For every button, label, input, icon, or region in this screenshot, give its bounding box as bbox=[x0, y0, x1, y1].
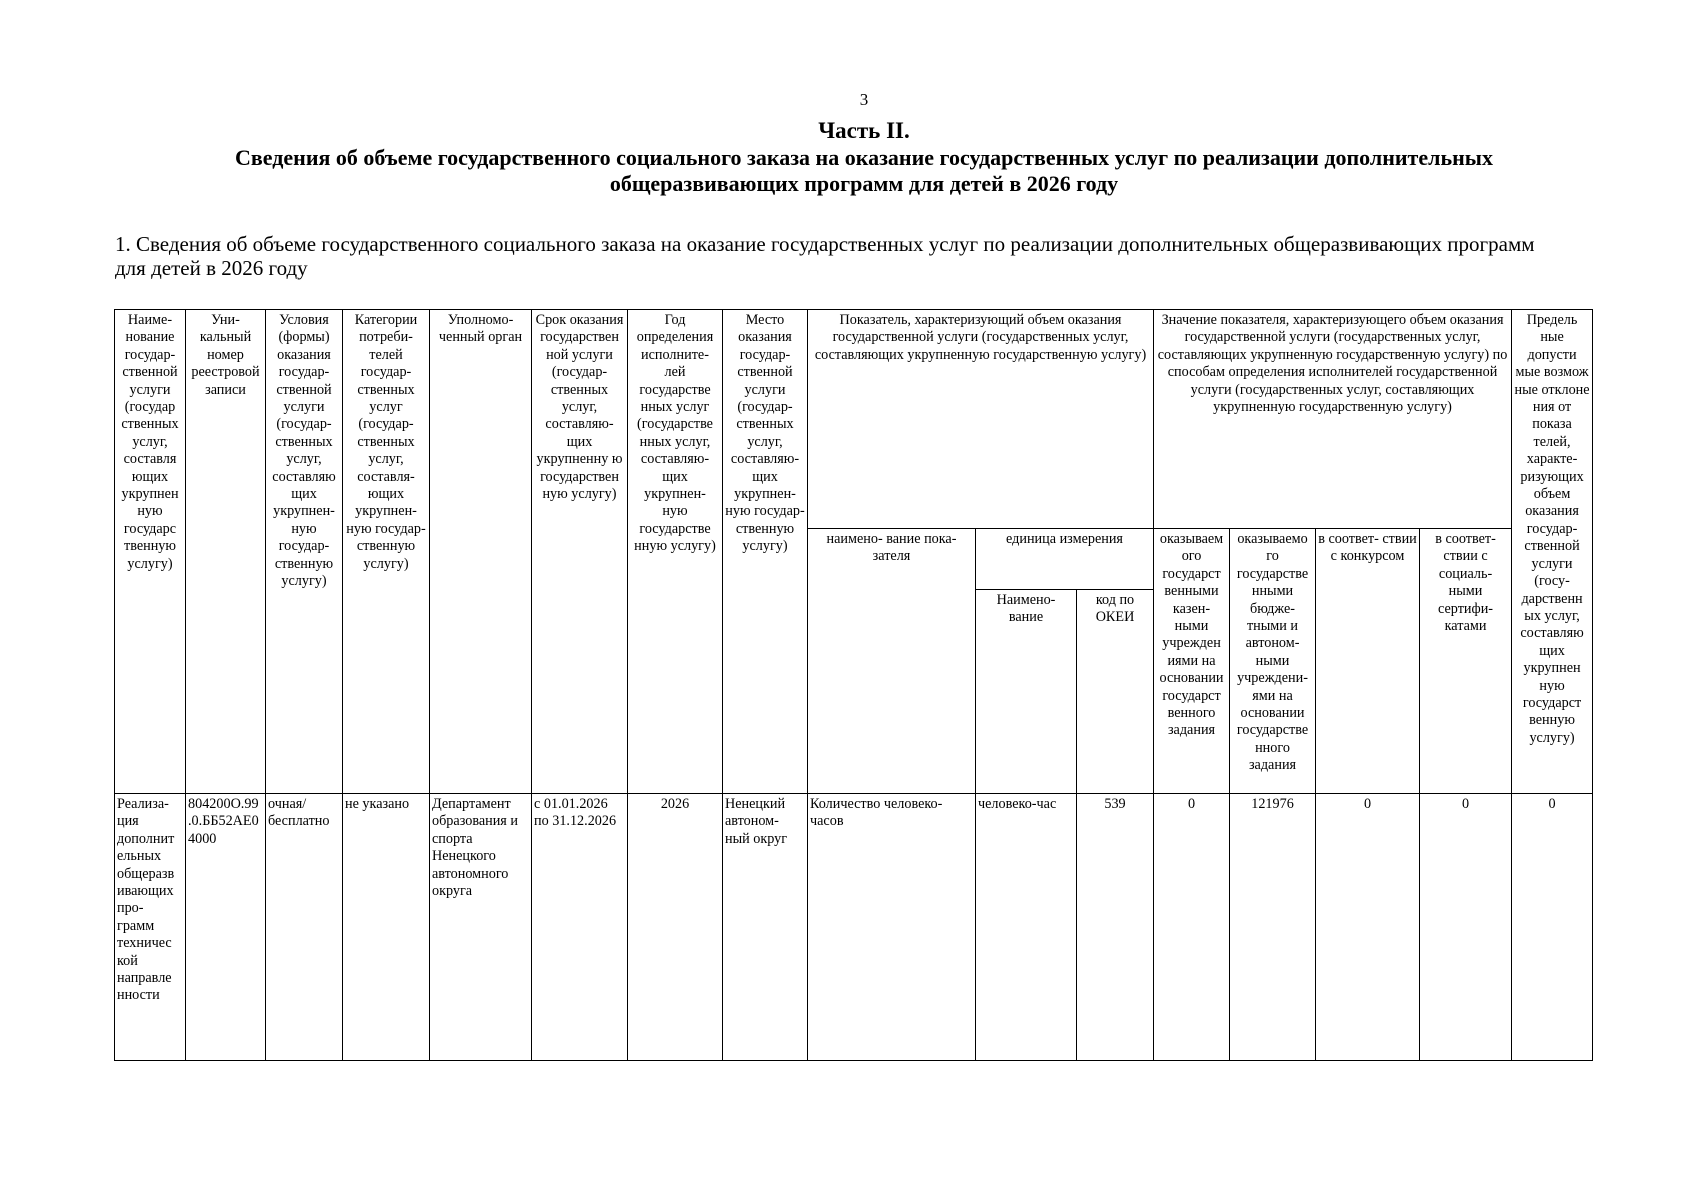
cell-unit-code: 539 bbox=[1077, 794, 1154, 1061]
header-row bbox=[115, 310, 1593, 529]
header-authority: Уполномо- ченный орган bbox=[430, 310, 532, 794]
header-unit-name: Наимено- вание bbox=[976, 590, 1077, 794]
section-title: 1. Сведения об объеме государственного социального заказа на оказание государственных услуг по реализации дополнительных общеразвивающих программ для детей в 2026 году bbox=[115, 232, 1535, 280]
header-value-budget: оказываемо го государстве нными бюдже- тными и автоном- ными учреждени- ями на основании государстве нного задания bbox=[1230, 529, 1316, 794]
cell-value-kazennye: 0 bbox=[1154, 794, 1230, 1061]
part-title: Часть II. bbox=[818, 118, 910, 143]
header-value-certificates: в соответ- ствии с социаль- ными сертифи- катами bbox=[1420, 529, 1512, 794]
cell-term: с 01.01.2026 по 31.12.2026 bbox=[532, 794, 628, 1061]
cell-authority: Департамент образования и спорта Ненецкого автономного округа bbox=[430, 794, 532, 1061]
table-row bbox=[115, 794, 1593, 1061]
cell-indicator-name: Количество человеко- часов bbox=[808, 794, 976, 1061]
cell-place: Ненецкий автоном- ный округ bbox=[723, 794, 808, 1061]
page-number: 3 bbox=[859, 90, 869, 109]
header-categories: Категории потреби- телей государ- ственных услуг (государ- ственных услуг, составля- ющих укрупнен- ную государ- ственную услугу) bbox=[343, 310, 430, 794]
header-conditions: Условия (формы) оказания государ- ственной услуги (государ- ственных услуг, составляю щих укрупнен- ную государ- ственную услугу) bbox=[266, 310, 343, 794]
service-volume-table bbox=[114, 309, 1593, 1061]
header-place: Место оказания государ- ственной услуги (государ- ственных услуг, составляю- щих укрупнен- ную государ- ственную услугу) bbox=[723, 310, 808, 794]
cell-categories: не указано bbox=[343, 794, 430, 1061]
cell-conditions: очная/ бесплатно bbox=[266, 794, 343, 1061]
header-registry: Уни- кальный номер реестровой записи bbox=[186, 310, 266, 794]
header-year: Год определения исполните- лей государстве нных услуг (государстве нных услуг, составляю- щих укрупнен- ную государстве нную услугу) bbox=[628, 310, 723, 794]
header-value-kazennye: оказываем ого государст венными казен- ными учрежден иями на основании государст венного задания bbox=[1154, 529, 1230, 794]
cell-value-certificates: 0 bbox=[1420, 794, 1512, 1061]
header-name: Наиме- нование государ- ственной услуги (государ ственных услуг, составля ющих укрупнен ную государс твенную услугу) bbox=[115, 310, 186, 794]
header-indicator-name: наимено- вание пока- зателя bbox=[808, 529, 976, 794]
cell-year: 2026 bbox=[628, 794, 723, 1061]
header-value-competition: в соответ- ствии с конкурсом bbox=[1316, 529, 1420, 794]
cell-value-competition: 0 bbox=[1316, 794, 1420, 1061]
header-deviation: Предель ные допусти мые возмож ные отклоне ния от показа телей, характе- ризующих объем оказания государ- ственной услуги (госу- дарственн ых услуг, составляю щих укрупнен ную государст венную услугу) bbox=[1512, 310, 1593, 794]
cell-registry: 804200О.99 .0.ББ52АЕ0 4000 bbox=[186, 794, 266, 1061]
cell-unit-name: человеко-час bbox=[976, 794, 1077, 1061]
cell-value-budget: 121976 bbox=[1230, 794, 1316, 1061]
header-unit-group: единица измерения bbox=[976, 529, 1154, 590]
header-indicator-group: Показатель, характеризующий объем оказания государственной услуги (государственных услуг, составляющих укрупненную государственную услугу) bbox=[808, 310, 1154, 529]
header-term: Срок оказания государствен ной услуги (государ- ственных услуг, составляю- щих укрупненну ю государствен ную услугу) bbox=[532, 310, 628, 794]
header-value-group: Значение показателя, характеризующего объем оказания государственной услуги (государственных услуг, составляющих укрупненную государственную услугу) по способам определения исполнителей государственной услуги (государственных услуг, составляющих укрупненную государственную услугу) bbox=[1154, 310, 1512, 529]
cell-deviation: 0 bbox=[1512, 794, 1593, 1061]
cell-name: Реализа- ция дополнит ельных общеразв ивающих про- грамм техничес кой направле нности bbox=[115, 794, 186, 1061]
main-title: Сведения об объеме государственного социального заказа на оказание государственных услуг по реализации дополнительных общеразвивающих программ для детей в 2026 году bbox=[235, 145, 1493, 196]
header-unit-code: код по ОКЕИ bbox=[1077, 590, 1154, 794]
